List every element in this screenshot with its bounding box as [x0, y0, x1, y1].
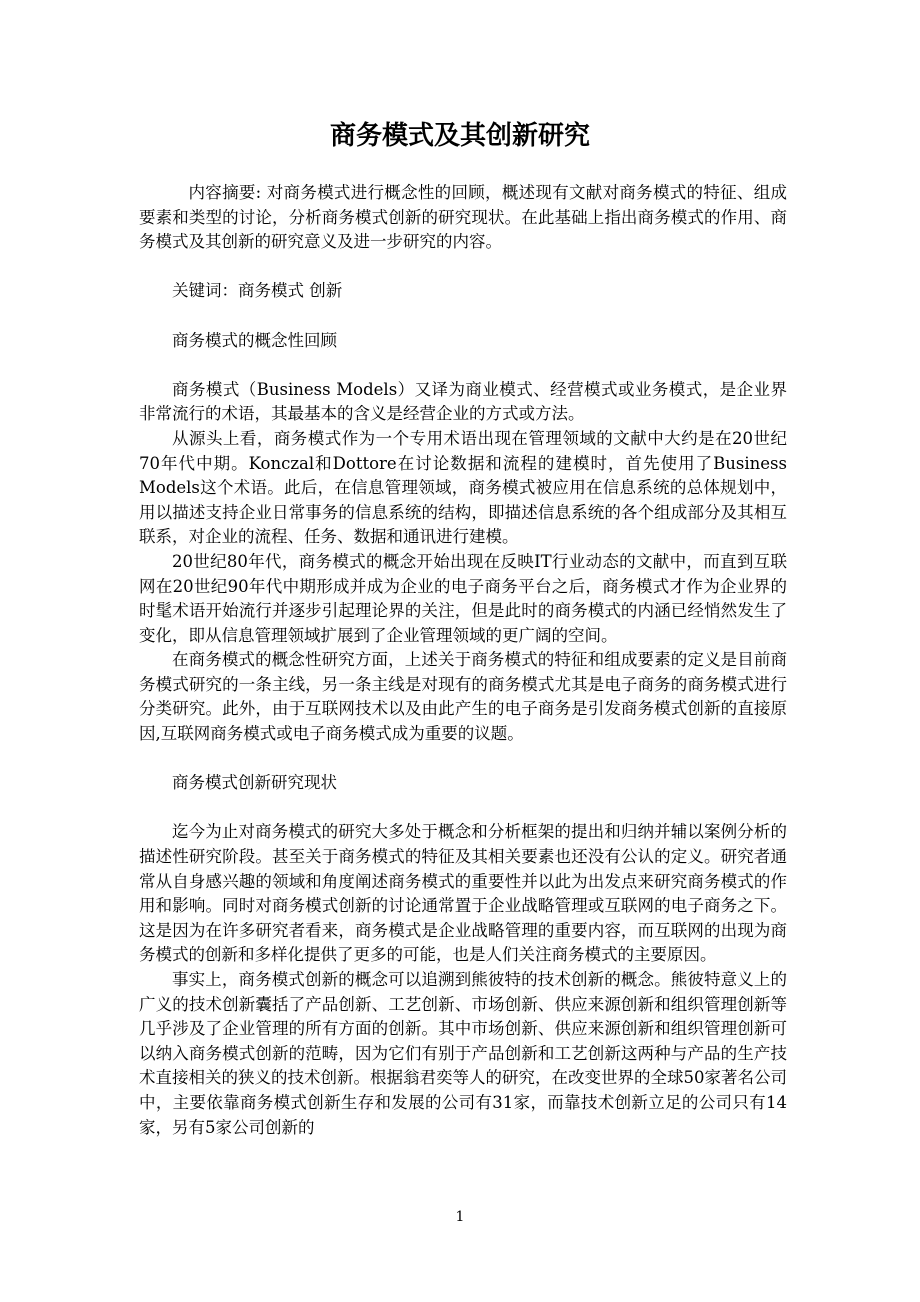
spacer: [139, 747, 787, 772]
spacer: [139, 353, 787, 378]
abstract-paragraph: 内容摘要: 对商务模式进行概念性的回顾，概述现有文献对商务模式的特征、组成要素和类型的讨论，分析商务模式创新的研究现状。在此基础上指出商务模式的作用、商务模式及其创新的研究意义及进一步研究的内容。: [139, 183, 787, 252]
body-paragraph: 事实上，商务模式创新的概念可以追溯到熊彼特的技术创新的概念。熊彼特意义上的广义的技术创新囊括了产品创新、工艺创新、市场创新、供应来源创新和组织管理创新等几乎涉及了企业管理的所有方面的创新。其中市场创新、供应来源创新和组织管理创新可以纳入商务模式创新的范畴，因为它们有别于产品创新和工艺创新这两种与产品的生产技术直接相关的狭义的技术创新。根据翁君奕等人的研究，在改变世界的全球50家著名公司中，主要依靠商务模式创新生存和发展的公司有31家，而靠技术创新立足的公司只有14家，另有5家公司创新的: [139, 970, 787, 1137]
section-heading-concept-review: 商务模式的概念性回顾: [172, 330, 337, 350]
body-paragraph: 20世纪80年代，商务模式的概念开始出现在反映IT行业动态的文献中，而直到互联网在20世纪90年代中期形成并成为企业的电子商务平台之后，商务模式才作为企业界的时髦术语开始流行并逐步引起理论界的关注，但是此时的商务模式的内涵已经悄然发生了变化，即从信息管理领域扩展到了企业管理领域的更广阔的空间。: [139, 551, 787, 645]
section-heading-innovation-status: 商务模式创新研究现状: [172, 773, 337, 793]
document-title: 商务模式及其创新研究: [329, 121, 590, 151]
document-body: [139, 181, 787, 1140]
body-paragraph: 商务模式（Business Models）又译为商业模式、经营模式或业务模式，是企业界非常流行的术语，其最基本的含义是经营企业的方式或方法。: [139, 379, 787, 424]
body-paragraph: 从源头上看，商务模式作为一个专用术语出现在管理领域的文献中大约是在20世纪70年代中期。Konczal和Dottore在讨论数据和流程的建模时，首先使用了Business Models这个术语。此后，在信息管理领域，商务模式被应用在信息系统的总体规划中，用以描述支持企业日常事务的信息系统的结构，即描述信息系统的各个组成部分及其相互联系，对企业的流程、任务、数据和通讯进行建模。: [139, 428, 787, 547]
page-number: 1: [455, 1209, 465, 1225]
spacer: [139, 796, 787, 821]
body-paragraph: 迄今为止对商务模式的研究大多处于概念和分析框架的提出和归纳并辅以案例分析的描述性研究阶段。甚至关于商务模式的特征及其相关要素也还没有公认的定义。研究者通常从自身感兴趣的领域和角度阐述商务模式的重要性并以此为出发点来研究商务模式的作用和影响。同时对商务模式创新的讨论通常置于企业战略管理或互联网的电子商务之下。这是因为在许多研究者看来，商务模式是企业战略管理的重要内容，而互联网的出现为商务模式的创新和多样化提供了更多的可能，也是人们关注商务模式的主要原因。: [139, 822, 787, 965]
keywords-line: 关键词：商务模式 创新: [172, 281, 343, 301]
body-paragraph: 在商务模式的概念性研究方面，上述关于商务模式的特征和组成要素的定义是目前商务模式研究的一条主线，另一条主线是对现有的商务模式尤其是电子商务的商务模式进行分类研究。此外，由于互联网技术以及由此产生的电子商务是引发商务模式创新的直接原因,互联网商务模式或电子商务模式成为重要的议题。: [139, 650, 787, 744]
spacer: [139, 304, 787, 329]
spacer: [139, 255, 787, 280]
